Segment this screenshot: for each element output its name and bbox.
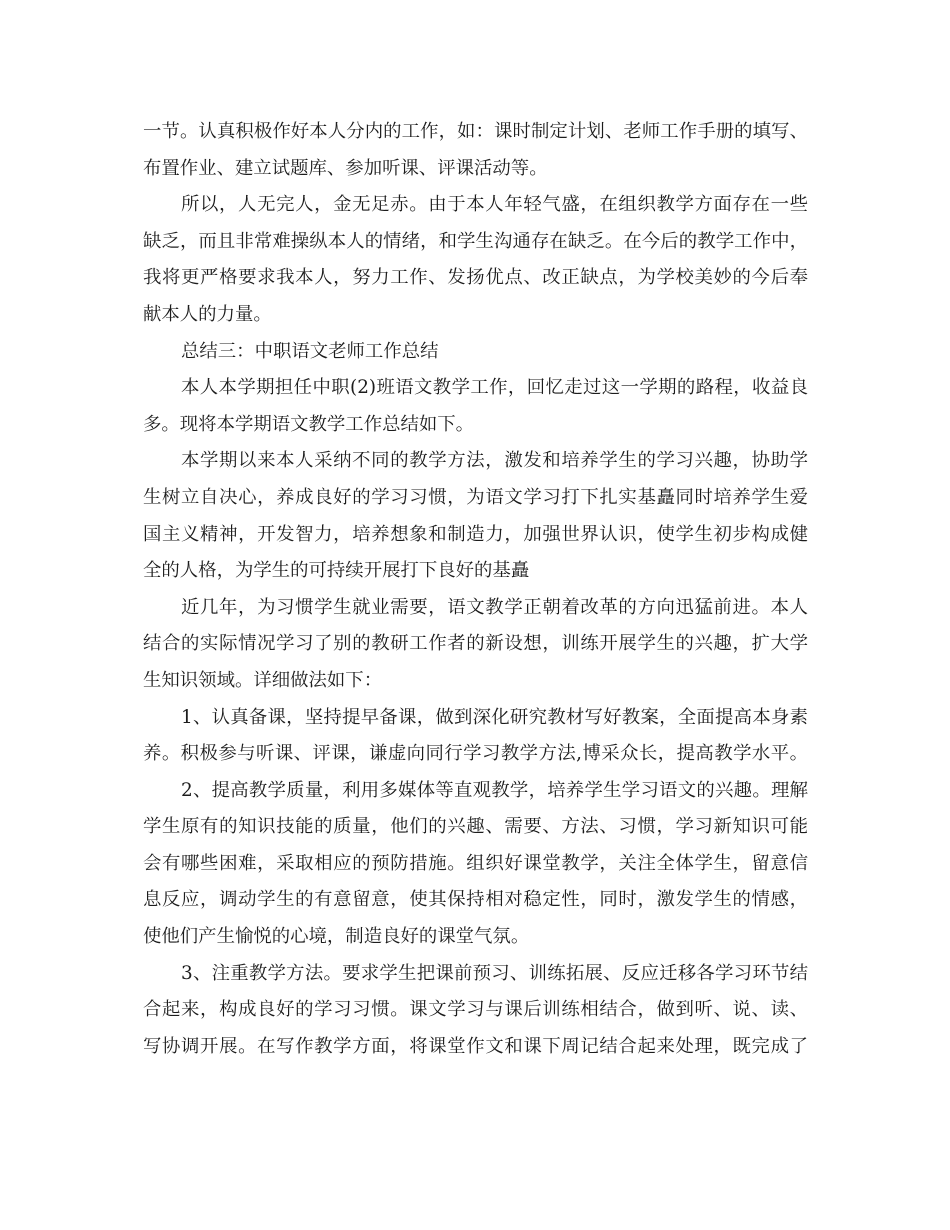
text-line: 本学期以来本人采纳不同的教学方法，激发和培养学生的学习兴趣，协助学 <box>181 450 808 472</box>
text-line: 生知识领域。详细做法如下： <box>143 669 383 691</box>
text-line: 缺乏，而且非常难操纵本人的情绪，和学生沟通存在缺乏。在今后的教学工作中， <box>143 230 808 252</box>
text-line: 使他们产生愉悦的心境，制造良好的课堂气氛。 <box>143 926 530 948</box>
text-line: 1、认真备课，坚持提早备课，做到深化研究教材写好教案，全面提高本身素 <box>181 706 808 728</box>
document-body <box>143 114 808 1065</box>
text-line: 3、注重教学方法。要求学生把课前预习、训练拓展、反应迁移各学习环节结 <box>181 962 808 984</box>
text-line: 合起来，构成良好的学习习惯。课文学习与课后训练相结合，做到听、说、读、 <box>143 999 808 1021</box>
text-line: 生树立自决心，养成良好的学习习惯，为语文学习打下扎实基矗同时培养学生爱 <box>143 486 808 508</box>
text-line: 献本人的力量。 <box>143 303 272 325</box>
text-line: 国主义精神，开发智力，培养想象和制造力，加强世界认识，使学生初步构成健 <box>143 523 808 545</box>
text-line: 一节。认真积极作好本人分内的工作，如：课时制定计划、老师工作手册的填写、 <box>143 121 808 142</box>
text-line: 所以，人无完人，金无足赤。由于本人年轻气盛，在组织教学方面存在一些 <box>181 194 808 216</box>
text-line: 2、提高教学质量，利用多媒体等直观教学，培养学生学习语文的兴趣。理解 <box>181 779 808 801</box>
text-line: 息反应，调动学生的有意留意，使其保持相对稳定性，同时，激发学生的情感， <box>143 889 808 911</box>
text-line: 本人本学期担任中职(2)班语文教学工作，回忆走过这一学期的路程，收益良 <box>181 377 808 399</box>
text-line: 布置作业、建立试题库、参加听课、评课活动等。 <box>143 157 548 179</box>
text-line: 多。现将本学期语文教学工作总结如下。 <box>143 413 475 435</box>
text-line: 全的人格，为学生的可持续开展打下良好的基矗 <box>143 560 530 582</box>
text-line: 总结三：中职语文老师工作总结 <box>181 340 439 362</box>
text-line: 结合的实际情况学习了别的教研工作者的新设想，训练开展学生的兴趣，扩大学 <box>143 633 808 655</box>
text-line: 写协调开展。在写作教学方面，将课堂作文和课下周记结合起来处理，既完成了 <box>143 1035 808 1057</box>
text-line: 近几年，为习惯学生就业需要，语文教学正朝着改革的方向迅猛前进。本人 <box>181 596 808 618</box>
text-line: 我将更严格要求我本人，努力工作、发扬优点、改正缺点，为学校美妙的今后奉 <box>143 267 808 289</box>
text-line: 学生原有的知识技能的质量，他们的兴趣、需要、方法、习惯，学习新知识可能 <box>143 816 808 838</box>
text-line: 会有哪些困难，采取相应的预防措施。组织好课堂教学，关注全体学生，留意信 <box>143 852 808 874</box>
text-line: 养。积极参与听课、评课，谦虚向同行学习教学方法,博采众长，提高教学水平。 <box>143 743 808 765</box>
